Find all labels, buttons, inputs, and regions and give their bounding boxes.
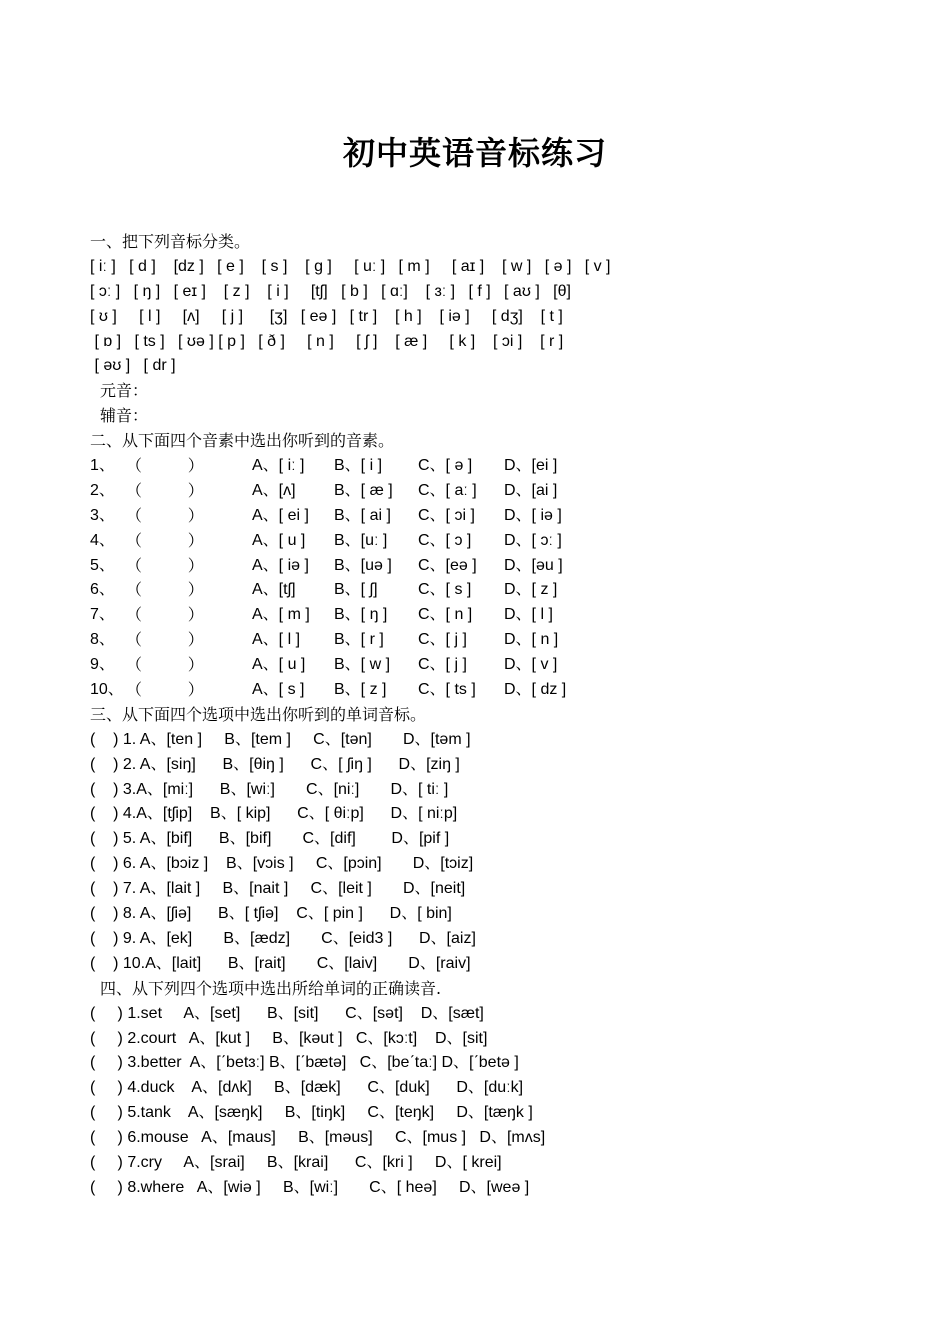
option-d: D、[ v ]	[504, 656, 558, 674]
option-a: A、[ iə ]	[252, 556, 309, 574]
option-c: C、[ n ]	[418, 606, 473, 624]
answer-blank: （ ）	[126, 630, 204, 650]
option-a: A、[ iː ]	[252, 457, 305, 475]
option-a: A、[ m ]	[252, 606, 310, 624]
list-item: ( ) 3.A、[miː] B、[wiː] C、[niː] D、[ tiː ]	[90, 780, 449, 798]
list-item	[90, 578, 910, 603]
option-c: C、[ j ]	[418, 631, 467, 649]
list-item	[90, 603, 910, 628]
option-c: C、[eə ]	[418, 556, 477, 574]
list-item	[90, 504, 910, 529]
option-c: C、[ ə ]	[418, 457, 473, 475]
item-number: 10、	[90, 681, 124, 699]
option-a: A、[ u ]	[252, 531, 306, 549]
list-item: ( ) 1. A、[ten ] B、[tem ] C、[tən] D、[təm ]	[90, 730, 471, 748]
answer-blank: （ ）	[126, 655, 204, 675]
option-a: A、[ʌ]	[252, 481, 296, 499]
answer-blank: （ ）	[126, 530, 204, 550]
option-b: B、[ r ]	[334, 631, 384, 649]
section3-heading: 三、从下面四个选项中选出你听到的单词音标。	[90, 704, 427, 724]
option-a: A、[ s ]	[252, 681, 305, 699]
option-d: D、[ ɔː ]	[504, 531, 562, 549]
option-c: C、[ ɔ ]	[418, 531, 472, 549]
answer-blank: （ ）	[126, 605, 204, 625]
consonant-label: 辅音：	[100, 406, 149, 426]
option-d: D、[ai ]	[504, 481, 558, 499]
option-b: B、[ ai ]	[334, 506, 391, 524]
option-a: A、[ u ]	[252, 656, 306, 674]
list-item	[90, 653, 910, 678]
option-b: B、[ æ ]	[334, 481, 393, 499]
phonetic-row: [ ʊ ] [ l ] [ʌ] [ j ] [ʒ] [ eə ] [ tr ] [ h ] [ iə ] [ dʒ] [ t ]	[90, 307, 563, 325]
option-c: C、[ s ]	[418, 581, 472, 599]
page-title: 初中英语音标练习	[342, 134, 607, 172]
section2-heading: 二、从下面四个音素中选出你听到的音素。	[90, 431, 395, 451]
list-item	[90, 454, 910, 479]
item-number: 3、	[90, 506, 115, 524]
list-item: ( ) 10.A、[lait] B、[rait] C、[laiv] D、[raiv]	[90, 954, 471, 972]
option-b: B、[uə ]	[334, 556, 392, 574]
option-a: A、[ l ]	[252, 631, 301, 649]
list-item	[90, 529, 910, 554]
option-c: C、[ ts ]	[418, 681, 476, 699]
option-a: A、[tʃ]	[252, 581, 296, 599]
section4-heading: 四、从下列四个选项中选出所给单词的正确读音.	[100, 978, 442, 998]
list-item: ( ) 3.better A、[ˊbetɜː] B、[ˊbætə] C、[beˊtaː] D、[ˊbetə ]	[90, 1054, 519, 1072]
option-c: C、[ aː ]	[418, 481, 477, 499]
option-c: C、[ j ]	[418, 656, 467, 674]
worksheet-body	[90, 230, 910, 1201]
option-a: A、[ ei ]	[252, 506, 309, 524]
option-b: B、[ ʃ]	[334, 581, 378, 599]
list-item	[90, 554, 910, 579]
answer-blank: （ ）	[126, 456, 204, 476]
option-d: D、[ l ]	[504, 606, 553, 624]
item-number: 1、	[90, 457, 115, 475]
option-c: C、[ ɔi ]	[418, 506, 475, 524]
answer-blank: （ ）	[126, 680, 204, 700]
answer-blank: （ ）	[126, 505, 204, 525]
list-item: ( ) 8. A、[ʃiə] B、[ tʃiə] C、[ pin ] D、[ bin]	[90, 905, 452, 923]
list-item: ( ) 4.A、[tʃip] B、[ kip] C、[ θiːp] D、[ niːp]	[90, 805, 458, 823]
answer-blank: （ ）	[126, 580, 204, 600]
option-d: D、[ z ]	[504, 581, 558, 599]
item-number: 6、	[90, 581, 115, 599]
list-item: ( ) 2.court A、[kut ] B、[kəut ] C、[kɔːt] D、[sit]	[90, 1029, 488, 1047]
option-b: B、[ z ]	[334, 681, 387, 699]
list-item	[90, 678, 910, 703]
option-b: B、[ ŋ ]	[334, 606, 388, 624]
list-item: ( ) 5.tank A、[sæŋk] B、[tiŋk] C、[teŋk] D、[tæŋk ]	[90, 1104, 533, 1122]
list-item: ( ) 2. A、[siŋ] B、[θiŋ ] C、[ ʃiŋ ] D、[ziŋ ]	[90, 755, 460, 773]
section2-list	[90, 454, 910, 703]
option-d: D、[ iə ]	[504, 506, 562, 524]
list-item: ( ) 7.cry A、[srai] B、[krai] C、[kri ] D、[ krei]	[90, 1153, 502, 1171]
option-b: B、[ i ]	[334, 457, 383, 475]
phonetic-row: [ iː ] [ d ] [dz ] [ e ] [ s ] [ g ] [ uː ] [ m ] [ aɪ ] [ w ] [ ə ] [ v ]	[90, 257, 611, 275]
answer-blank: （ ）	[126, 555, 204, 575]
item-number: 7、	[90, 606, 115, 624]
list-item	[90, 628, 910, 653]
list-item: ( ) 6.mouse A、[maus] B、[məus] C、[mus ] D、[mʌs]	[90, 1129, 546, 1147]
phonetic-row: [ əʊ ] [ dr ]	[90, 357, 176, 375]
list-item: ( ) 6. A、[bɔiz ] B、[vɔis ] C、[pɔin] D、[tɔiz]	[90, 855, 474, 873]
option-d: D、[ei ]	[504, 457, 558, 475]
list-item: ( ) 7. A、[lait ] B、[nait ] C、[leit ] D、[neit]	[90, 880, 466, 898]
option-d: D、[əu ]	[504, 556, 563, 574]
item-number: 4、	[90, 531, 115, 549]
option-b: B、[ w ]	[334, 656, 391, 674]
vowel-label: 元音：	[100, 381, 149, 401]
item-number: 9、	[90, 656, 115, 674]
answer-blank: （ ）	[126, 480, 204, 500]
option-d: D、[ dz ]	[504, 681, 567, 699]
list-item: ( ) 4.duck A、[dʌk] B、[dæk] C、[duk] D、[duːk]	[90, 1079, 524, 1097]
list-item	[90, 479, 910, 504]
list-item: ( ) 1.set A、[set] B、[sit] C、[sət] D、[sæt]	[90, 1004, 484, 1022]
item-number: 5、	[90, 556, 115, 574]
option-d: D、[ n ]	[504, 631, 559, 649]
item-number: 2、	[90, 481, 115, 499]
section1-heading: 一、把下列音标分类。	[90, 232, 251, 251]
option-b: B、[uː ]	[334, 531, 388, 549]
list-item: ( ) 5. A、[bif] B、[bif] C、[dif] D、[pif ]	[90, 830, 450, 848]
item-number: 8、	[90, 631, 115, 649]
list-item: ( ) 9. A、[ek] B、[ædz] C、[eid3 ] D、[aiz]	[90, 929, 476, 947]
phonetic-row: [ ɔː ] [ ŋ ] [ eɪ ] [ z ] [ i ] [tʃ] [ b ] [ ɑː] [ ɜː ] [ f ] [ aʊ ] [θ]	[90, 282, 571, 300]
list-item: ( ) 8.where A、[wiə ] B、[wiː] C、[ heə] D、[weə ]	[90, 1178, 530, 1196]
phonetic-row: [ ɒ ] [ ts ] [ ʊə ] [ p ] [ ð ] [ n ] [ ʃ ] [ æ ] [ k ] [ ɔi ] [ r ]	[90, 332, 564, 350]
